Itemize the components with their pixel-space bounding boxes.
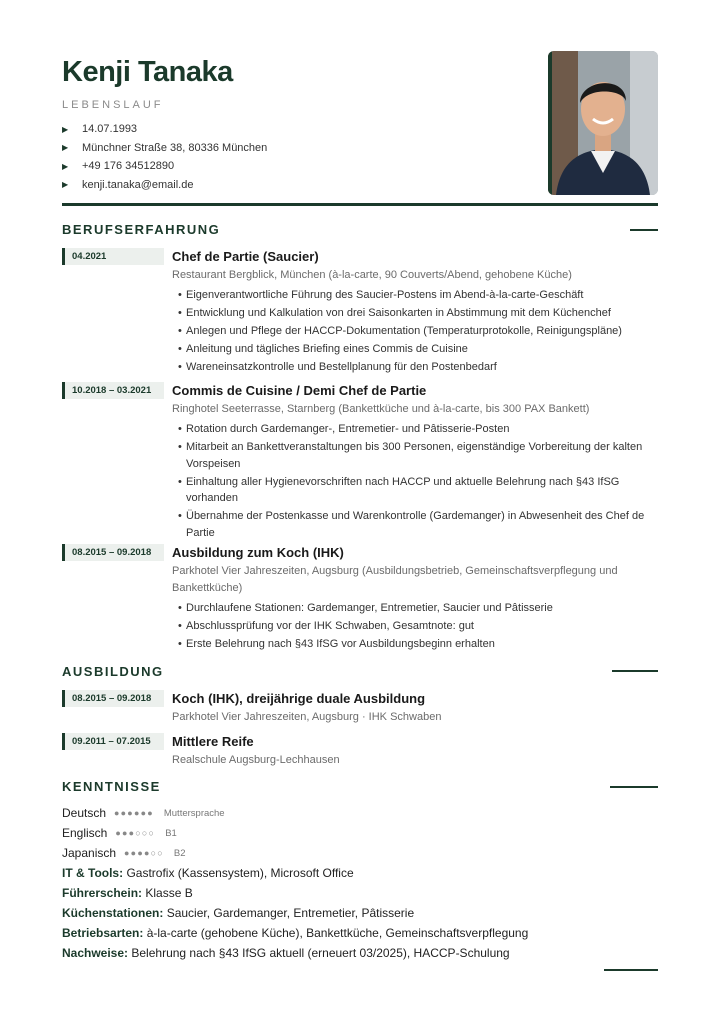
entry-bullets [172, 600, 658, 653]
language-level: Muttersprache [163, 807, 225, 819]
language-level-dots: ●●●○○○ [115, 828, 156, 838]
triangle-bullet-icon: ▶ [62, 161, 69, 171]
language-level: B2 [173, 847, 186, 859]
photo-accent-bar [548, 51, 552, 195]
list-item: • Mitarbeit an Bankettveranstaltungen bis 300 Personen, eigenständige Vorbereitung der kalten Vorspeisen [178, 439, 658, 472]
entry-employer: Parkhotel Vier Jahreszeiten, Augsburg (Ausbildungsbetrieb, Gemeinschaftsverpflegung und Bankettküche) [172, 565, 618, 594]
entry-body [172, 733, 658, 769]
list-item: • Übernahme der Postenkasse und Warenkontrolle (Gardemanger) in Abwesenheit des Chef de Partie [178, 508, 658, 541]
skill-row-it-tools [62, 863, 658, 883]
skill-label: Küchenstationen: [62, 906, 164, 920]
entry-body [172, 248, 658, 377]
entry-bullets [172, 287, 658, 376]
skill-row-license [62, 883, 658, 903]
list-item: • Erste Belehrung nach §43 IfSG vor Ausbildungsbeginn erhalten [178, 636, 658, 653]
list-item: • Anlegen und Pflege der HACCP-Dokumentation (Temperaturprotokolle, Reinigungspläne) [178, 323, 658, 340]
candidate-name: Kenji Tanaka [62, 56, 233, 88]
skill-label: Nachweise: [62, 946, 129, 960]
entry-title: Koch (IHK), dreijährige duale Ausbildung [172, 691, 426, 706]
entry-date: 08.2015 – 09.2018 [62, 544, 164, 561]
document-subtitle: LEBENSLAUF [62, 99, 164, 111]
language-level-dots: ●●●●●● [114, 808, 154, 818]
entry-employer: Ringhotel Seeterrasse, Starnberg (Bankettküche und à-la-carte, bis 300 PAX Bankett) [172, 403, 590, 415]
contact-phone[interactable]: ▶ +49 176 34512890 [62, 160, 175, 173]
footer-line [604, 969, 658, 971]
list-item: • Anleitung und tägliches Briefing eines Commis de Cuisine [178, 341, 658, 358]
entry-body [172, 544, 658, 654]
language-level-dots: ●●●●○○ [124, 848, 164, 858]
contact-list [62, 120, 362, 194]
list-item: • Einhaltung aller Hygienevorschriften nach HACCP und aktuelle Belehrung nach §43 IfSG vorhanden [178, 474, 658, 507]
triangle-bullet-icon: ▶ [62, 180, 69, 190]
entry-body [172, 382, 658, 543]
list-item: • Durchlaufene Stationen: Gardemanger, Entremetier, Saucier und Pâtisserie [178, 600, 658, 617]
header-divider [62, 203, 658, 206]
skill-value: Belehrung nach §43 IfSG aktuell (erneuert 03/2025), HACCP-Schulung [131, 946, 510, 960]
language-row [62, 803, 658, 823]
entry-title: Chef de Partie (Saucier) [172, 249, 319, 264]
list-item: • Entwicklung und Kalkulation von drei Saisonkarten in Abstimmung mit dem Küchenchef [178, 305, 658, 322]
skill-row-stations [62, 903, 658, 923]
list-item: • Rotation durch Gardemanger-, Entremetier- und Pâtisserie-Posten [178, 421, 658, 438]
skill-value: à-la-carte (gehobene Küche), Bankettküche, Gemeinschaftsverpflegung [146, 926, 529, 940]
language-level: B1 [165, 827, 177, 839]
list-item: • Abschlussprüfung vor der IHK Schwaben, Gesamtnote: gut [178, 618, 658, 635]
entry-date: 09.2011 – 07.2015 [62, 733, 164, 750]
language-name: Deutsch [62, 806, 107, 820]
contact-email[interactable]: ▶ kenji.tanaka@email.de [62, 178, 194, 191]
skill-value: Klasse B [145, 886, 193, 900]
entry-title: Mittlere Reife [172, 734, 254, 749]
triangle-bullet-icon: ▶ [62, 143, 69, 153]
language-name: Japanisch [62, 846, 117, 860]
skill-row-operations [62, 923, 658, 943]
entry-body [172, 690, 658, 726]
language-row [62, 843, 658, 863]
skills-list [62, 803, 658, 963]
skill-label: Betriebsarten: [62, 926, 144, 940]
language-name: Englisch [62, 826, 108, 840]
skill-value: Saucier, Gardemanger, Entremetier, Pâtisserie [166, 906, 415, 920]
entry-date: 04.2021 [62, 248, 164, 265]
profile-photo [548, 51, 658, 195]
entry-date: 08.2015 – 09.2018 [62, 690, 164, 707]
section-title-experience: BERUFSERFAHRUNG [62, 222, 221, 237]
skill-label: IT & Tools: [62, 866, 124, 880]
entry-title: Ausbildung zum Koch (IHK) [172, 545, 344, 560]
section-line [630, 229, 658, 231]
entry-date: 10.2018 – 03.2021 [62, 382, 164, 399]
contact-birthdate: ▶ 14.07.1993 [62, 123, 138, 136]
skill-value: Gastrofix (Kassensystem), Microsoft Office [126, 866, 354, 880]
entry-institution: Realschule Augsburg-Lechhausen [172, 754, 340, 766]
contact-address: ▶ Münchner Straße 38, 80336 München [62, 141, 268, 154]
entry-institution: Parkhotel Vier Jahreszeiten, Augsburg · IHK Schwaben [172, 711, 442, 723]
triangle-bullet-icon: ▶ [62, 124, 69, 134]
section-line [612, 670, 658, 672]
skill-row-certificates [62, 943, 658, 963]
section-line [610, 786, 658, 788]
language-row [62, 823, 658, 843]
entry-employer: Restaurant Bergblick, München (à-la-carte, 90 Couverts/Abend, gehobene Küche) [172, 269, 572, 281]
skill-label: Führerschein: [62, 886, 143, 900]
portrait-illustration [548, 51, 658, 195]
entry-bullets [172, 421, 658, 541]
section-title-skills: KENNTNISSE [62, 779, 161, 794]
entry-title: Commis de Cuisine / Demi Chef de Partie [172, 383, 427, 398]
section-title-education: AUSBILDUNG [62, 664, 164, 679]
list-item: • Eigenverantwortliche Führung des Saucier-Postens im Abend-à-la-carte-Geschäft [178, 287, 658, 304]
list-item: • Wareneinsatzkontrolle und Bestellplanung für den Postenbedarf [178, 359, 658, 376]
